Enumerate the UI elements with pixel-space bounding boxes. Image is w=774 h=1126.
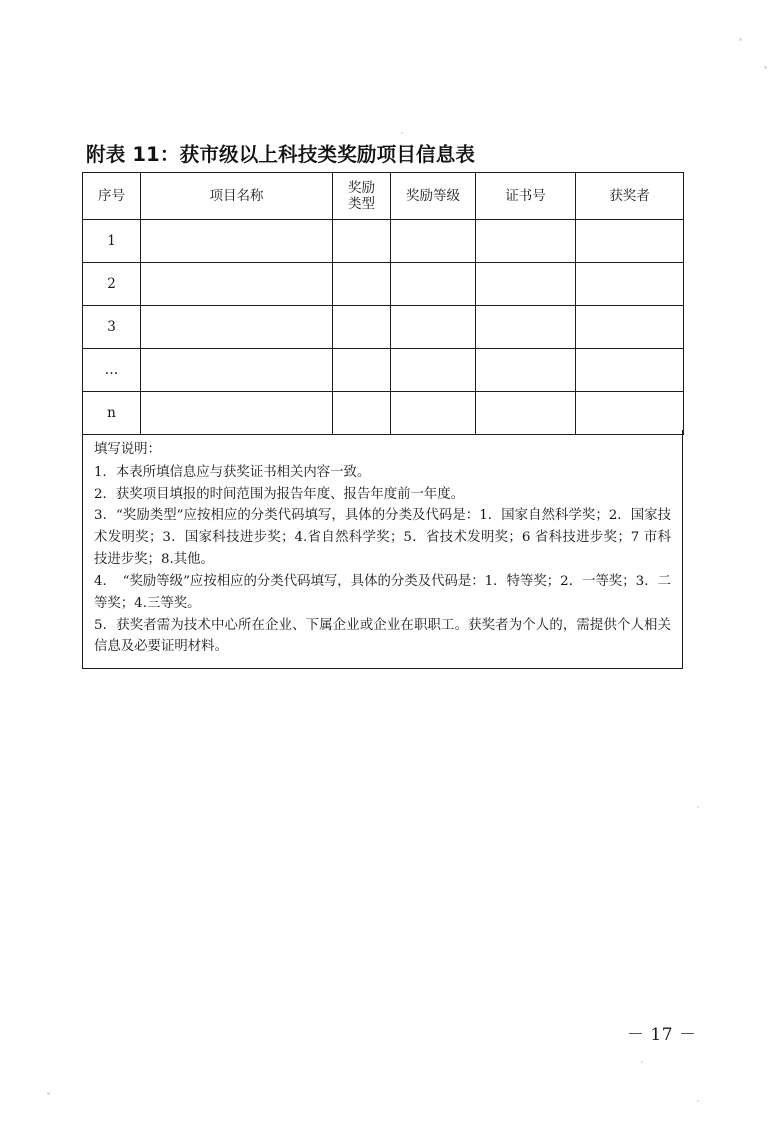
- cell-winner[interactable]: [576, 306, 684, 349]
- cell-seq: n: [83, 392, 141, 435]
- cell-winner[interactable]: [576, 263, 684, 306]
- cell-award-level[interactable]: [391, 306, 476, 349]
- column-header-certificate-no: 证书号: [476, 173, 576, 220]
- cell-winner[interactable]: [576, 349, 684, 392]
- scan-speckle: [401, 132, 403, 134]
- notes-section: [82, 430, 683, 669]
- scan-speckle: [47, 1092, 50, 1095]
- cell-seq: 2: [83, 263, 141, 306]
- cell-seq: 1: [83, 220, 141, 263]
- page-number: － 17 －: [627, 1025, 697, 1045]
- column-header-award-level: 奖励等级: [391, 173, 476, 220]
- table-row: [83, 392, 684, 435]
- cell-seq: 3: [83, 306, 141, 349]
- cell-award-level[interactable]: [391, 263, 476, 306]
- cell-certificate-no[interactable]: [476, 392, 576, 435]
- note-item: 3．“奖励类型”应按相应的分类代码填写，具体的分类及代码是：1．国家自然科学奖；2．国家技术发明奖；3．国家科技进步奖；4.省自然科学奖；5．省技术发明奖；6 省科技进步奖；7 市科技进步奖；8.其他。: [94, 508, 671, 568]
- cell-project-name[interactable]: [141, 220, 333, 263]
- page-title: 附表 11：获市级以上科技类奖励项目信息表: [86, 143, 476, 166]
- cell-award-level[interactable]: [391, 392, 476, 435]
- cell-winner[interactable]: [576, 220, 684, 263]
- scan-speckle: [641, 1061, 643, 1063]
- notes-title: 填写说明：: [94, 442, 161, 457]
- table-row: [83, 306, 684, 349]
- cell-award-type[interactable]: [333, 263, 391, 306]
- cell-award-level[interactable]: [391, 220, 476, 263]
- table-header-row: [83, 173, 684, 220]
- column-header-project-name: 项目名称: [141, 173, 333, 220]
- scan-speckle: [697, 1100, 699, 1102]
- cell-project-name[interactable]: [141, 263, 333, 306]
- cell-certificate-no[interactable]: [476, 220, 576, 263]
- cell-certificate-no[interactable]: [476, 306, 576, 349]
- cell-seq: …: [83, 349, 141, 392]
- cell-award-type[interactable]: [333, 220, 391, 263]
- column-header-award-type-line2: 类型: [348, 196, 375, 212]
- column-header-winner: 获奖者: [576, 173, 684, 220]
- cell-project-name[interactable]: [141, 306, 333, 349]
- cell-project-name[interactable]: [141, 349, 333, 392]
- cell-award-level[interactable]: [391, 349, 476, 392]
- cell-project-name[interactable]: [141, 392, 333, 435]
- cell-winner[interactable]: [576, 392, 684, 435]
- cell-award-type[interactable]: [333, 392, 391, 435]
- note-item: 2．获奖项目填报的时间范围为报告年度、报告年度前一年度。: [94, 486, 465, 502]
- note-item: 1．本表所填信息应与获奖证书相关内容一致。: [94, 464, 371, 480]
- column-header-award-type-line1: 奖励: [348, 179, 375, 196]
- table-row: [83, 263, 684, 306]
- cell-award-type[interactable]: [333, 349, 391, 392]
- table-row: [83, 349, 684, 392]
- scan-speckle: [697, 806, 699, 808]
- cell-certificate-no[interactable]: [476, 263, 576, 306]
- column-header-seq: 序号: [83, 173, 141, 220]
- note-item: 5．获奖者需为技术中心所在企业、下属企业或企业在职职工。获奖者为个人的，需提供个人相关信息及必要证明材料。: [94, 617, 671, 655]
- note-item: 4． “奖励等级”应按相应的分类代码填写，具体的分类及代码是：1．特等奖；2．一等奖；3．二等奖；4.三等奖。: [94, 573, 671, 611]
- scan-speckle: [764, 66, 767, 69]
- cell-award-type[interactable]: [333, 306, 391, 349]
- scan-speckle: [739, 38, 742, 41]
- cell-certificate-no[interactable]: [476, 349, 576, 392]
- table-row: [83, 220, 684, 263]
- column-header-award-type: [333, 173, 391, 220]
- award-projects-table: [82, 172, 684, 435]
